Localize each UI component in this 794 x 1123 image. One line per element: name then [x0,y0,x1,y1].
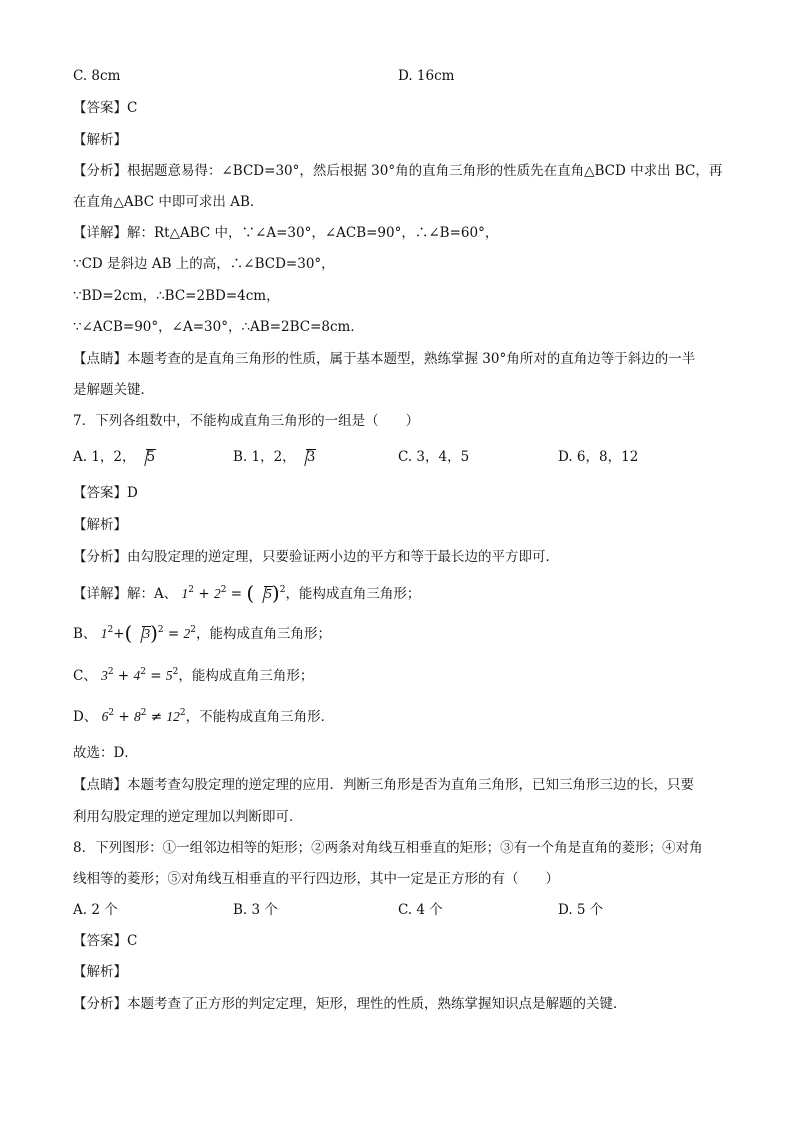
q7-detail-b: B、 $1^2+$( $3)^2 = 2^2$，能构成直角三角形； [73,621,332,645]
q7-detail-d: D、 $6^2 + 8^2 \ne 12^2$，不能构成直角三角形． [73,708,335,725]
equation-b: $1^2+$( $3)^2 = 2^2$ [100,621,197,645]
q6-detail-line-2: ∵CD 是斜边 AB 上的高，∴∠BCD=30°， [73,256,335,272]
q8-stem-line-2: 线相等的菱形；⑤对角线互相垂直的平行四边形，其中一定是正方形的有（ ） [73,871,559,887]
q6-detail-line-1: 【详解】解：Rt△ABC 中，∵∠A=30°，∠ACB=90°，∴∠B=60°， [73,225,499,241]
equation-c: $3^2 + 4^2 = 5^2$ [101,667,179,684]
q7-option-d: D. 6，8，12 [558,449,639,465]
q6-option-c: C. 8cm [73,68,121,84]
q7-dianjing-line-2: 利用勾股定理的逆定理加以判断即可． [73,809,303,825]
q7-detail-label: 【详解】 [73,586,127,602]
q7-fenxi-label: 【分析】 [73,549,127,565]
q7-option-a: A. 1，2， 5 [73,449,156,465]
q6-detail-line-4: ∵∠ACB=90°，∠A=30°，∴AB=2BC=8cm． [73,319,364,335]
q8-fenxi-line: 【分析】本题考查了正方形的判定定理，矩形，理性的性质，熟练掌握知识点是解题的关键． [73,996,627,1012]
q7-option-c: C. 3，4，5 [398,449,470,465]
q8-fenxi-label: 【分析】 [73,996,127,1012]
q7-analysis-label: 【解析】 [73,517,127,533]
q6-detail-line-3: ∵BD=2cm，∴BC=2BD=4cm， [73,288,280,304]
q7-option-b: B. 1，2， 3 [233,449,316,465]
sqrt-symbol: 5 [138,448,156,466]
q7-fenxi-line: 【分析】由勾股定理的逆定理，只要验证两小边的平方和等于最长边的平方即可． [73,549,559,565]
q8-answer: 【答案】C [73,933,138,949]
q7-answer: 【答案】D [73,485,138,501]
q6-fenxi-line-2: 在直角△ABC 中即可求出 AB． [73,194,264,210]
q8-analysis-label: 【解析】 [73,964,127,980]
q6-analysis-label: 【解析】 [73,132,127,148]
q7-detail-c: C、 $3^2 + 4^2 = 5^2$，能构成直角三角形； [73,667,314,684]
q6-fenxi-label: 【分析】 [73,163,127,179]
q6-dianjing-line-1: 【点睛】本题考查的是直角三角形的性质，属于基本题型，熟练掌握 30°角所对的直角边等于斜边的一半 [73,351,696,367]
q7-choose: 故选：D． [73,745,138,761]
q6-fenxi-line-1: 【分析】根据题意易得：∠BCD=30°，然后根据 30°角的直角三角形的性质先在直角△BCD 中求出 BC，再 [73,163,723,179]
equation-a: $1^2 + 2^2$ = ( 5)$^2$ [181,581,286,605]
q7-detail-a: 【详解】解：A、 $1^2 + 2^2$ = ( 5)$^2$，能构成直角三角形； [73,581,421,605]
equation-d: $6^2 + 8^2 \ne 12^2$ [101,708,186,725]
q7-stem: 7．下列各组数中，不能构成直角三角形的一组是（ ） [73,413,420,429]
q7-dianjing-line-1: 【点睛】本题考查勾股定理的逆定理的应用．判断三角形是否为直角三角形，已知三角形三边的长，只要 [73,777,694,793]
q6-option-d: D. 16cm [398,68,455,84]
q8-option-d: D. 5 个 [558,902,604,918]
q6-dianjing-line-2: 是解题关键． [73,382,154,398]
q8-option-c: C. 4 个 [398,902,443,918]
q6-dianjing-label: 【点睛】 [73,351,127,367]
q8-stem-line-1: 8．下列图形：①一组邻边相等的矩形；②两条对角线互相垂直的矩形；③有一个角是直角的菱形；④对角 [73,840,703,856]
q6-detail-label: 【详解】 [73,225,127,241]
q6-answer: 【答案】C [73,100,138,116]
sqrt-symbol: 3 [298,448,316,466]
q8-option-a: A. 2 个 [73,902,118,918]
q8-option-b: B. 3 个 [233,902,278,918]
q7-dianjing-label: 【点睛】 [73,777,127,793]
